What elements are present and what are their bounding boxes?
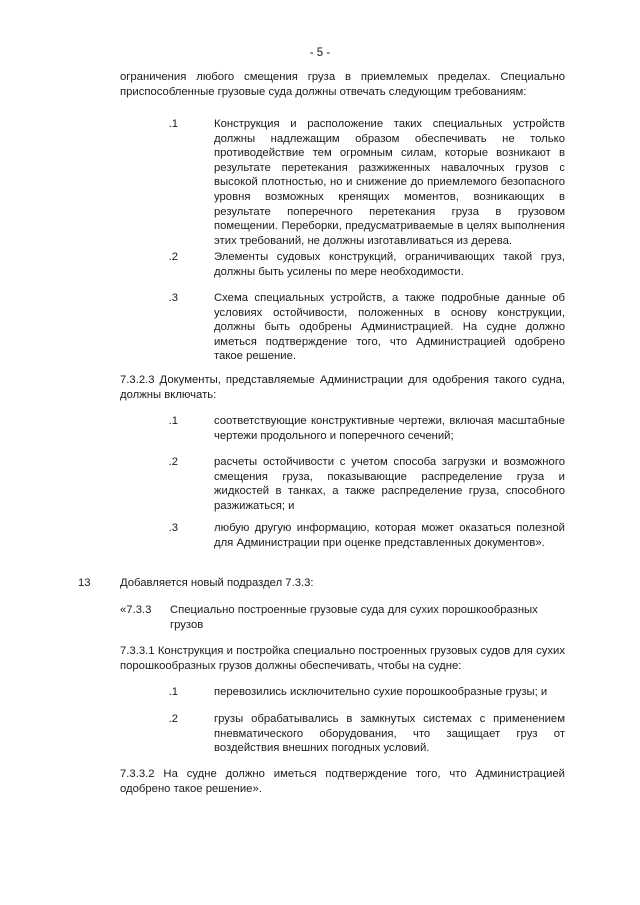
list-item-text: расчеты остойчивости с учетом способа загрузки и возможного смещения груза, показывающие распределение груза и жидкостей в танках, а также распределение груза, способного разжижаться; и bbox=[214, 456, 565, 512]
amendment-text: Добавляется новый подраздел 7.3.3: bbox=[120, 577, 314, 589]
subsection-heading-7-3-3 bbox=[120, 603, 565, 633]
list-item-text: грузы обрабатывались в замкнутых системах с применением пневматического оборудования, что защищает груз от воздействия внешних погодных условий. bbox=[214, 713, 565, 755]
list-item-number: .3 bbox=[168, 292, 178, 304]
page-number: - 5 - bbox=[309, 47, 331, 59]
list-item-number: .1 bbox=[168, 415, 178, 427]
list-item-number: .3 bbox=[168, 522, 178, 534]
list-item-text: Конструкция и расположение таких специальных устройств должны надлежащим образом обеспечивать не только противодействие тем огромным силам, которые возникают в результате перетекания разжиженных навалочных грузов с высокой плотностью, но и снижение до приемлемого безопасного уровня возможных кренящих моментов, возникающих в результате поперечного перетекания груза в грузовом помещении. Переборки, предусматриваемые в целях выполнения этих требований, не должны изготавливаться из дерева. bbox=[214, 118, 565, 247]
list-item-number: .1 bbox=[168, 686, 178, 698]
paragraph-7-3-2-3: 7.3.2.3 Документы, представляемые Администрации для одобрения такого судна, должны включать: bbox=[120, 374, 565, 401]
paragraph-7-3-3-1: 7.3.3.1 Конструкция и постройка специально построенных грузовых судов для сухих порошкообразных грузов должны обеспечивать, чтобы на судне: bbox=[120, 645, 565, 672]
list-item-text: Элементы судовых конструкций, ограничивающих такой груз, должны быть усилены по мере необходимости. bbox=[214, 251, 565, 278]
amendment-number: 13 bbox=[78, 577, 91, 589]
paragraph-7-3-3-2: 7.3.3.2 На судне должно иметься подтверждение того, что Администрацией одобрено такое решение». bbox=[120, 768, 565, 795]
list-item-text: соответствующие конструктивные чертежи, включая масштабные чертежи продольного и поперечного сечений; bbox=[214, 415, 565, 442]
list-item-number: .2 bbox=[168, 713, 178, 725]
list-item-text: Схема специальных устройств, а также подробные данные об условиях остойчивости, положенных в основу конструкции, должны быть одобрены Администрацией. На судне должно иметься подтверждение того, что Администрацией одобрено такое решение. bbox=[214, 292, 565, 363]
list-item-number: .2 bbox=[168, 456, 178, 468]
list-item-number: .2 bbox=[168, 251, 178, 263]
list-item-text: любую другую информацию, которая может оказаться полезной для Администрации при оценке представленных документов». bbox=[214, 522, 565, 549]
list-item-number: .1 bbox=[168, 118, 178, 130]
list-item-text: перевозились исключительно сухие порошкообразные грузы; и bbox=[214, 686, 548, 698]
intro-paragraph: ограничения любого смещения груза в приемлемых пределах. Специально приспособленные грузовые суда должны отвечать следующим требованиям: bbox=[120, 71, 565, 98]
subsection-title: Специально построенные грузовые суда для сухих порошкообразных грузов bbox=[170, 604, 538, 631]
subsection-label: «7.3.3 bbox=[120, 604, 152, 616]
